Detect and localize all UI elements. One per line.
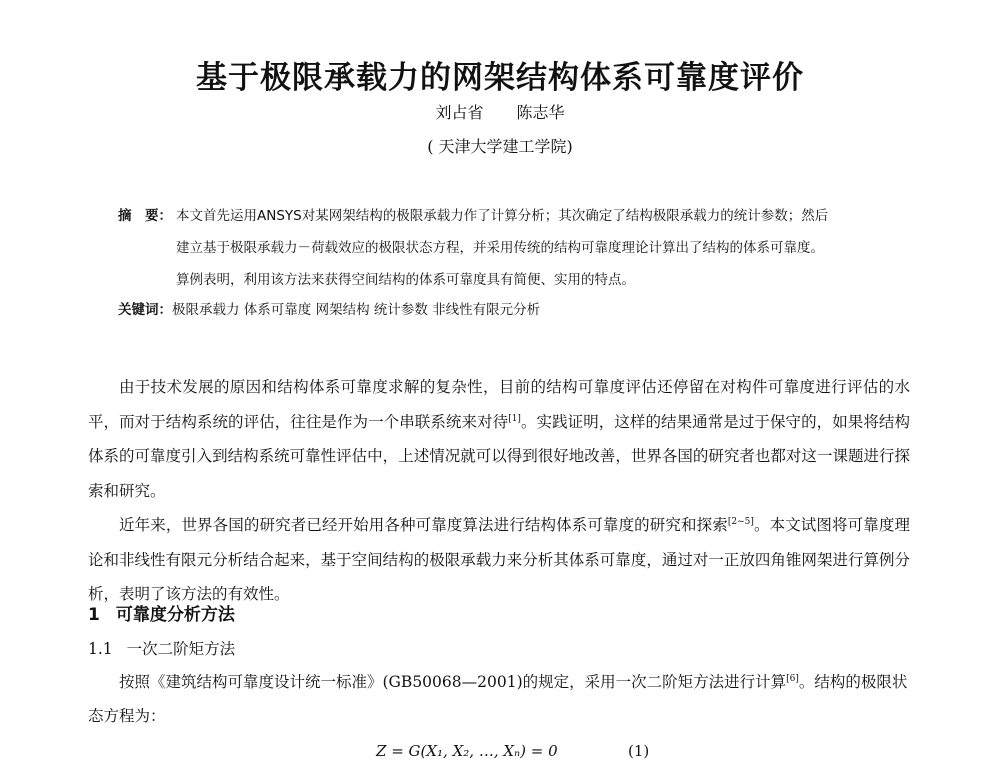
section-1-heading <box>88 600 235 625</box>
paper-title: 基于极限承载力的网架结构体系可靠度评价 <box>196 60 804 96</box>
citation-1: [1] <box>508 413 521 424</box>
keywords <box>118 298 918 318</box>
abstract-label: 摘 要： <box>118 208 172 224</box>
paragraph-1 <box>88 370 910 508</box>
keywords-label: 关键词： <box>118 302 172 318</box>
body-text <box>88 370 910 612</box>
section-1-1-title: 一次二阶矩方法 <box>126 640 236 658</box>
affiliation: ( 天津大学建工学院) <box>427 137 573 156</box>
equation-1-number: (1) <box>628 742 650 760</box>
section-1-number: 1 <box>88 605 100 625</box>
section-1-1-heading <box>88 637 235 659</box>
paragraph-2-text-b: 。本文试图将可靠度理论和非线性有限元分析结合起来，基于空间结构的极限承载力来分析其体系可靠度，通过对一正放四角锥网架进行算例分析，表明了该方法的有效性。 <box>88 516 910 603</box>
abstract-line-3: 算例表明，利用该方法来获得空间结构的体系可靠度具有简便、实用的特点。 <box>176 272 635 288</box>
section-1-title: 可靠度分析方法 <box>115 605 235 625</box>
abstract-line-1: 本文首先运用ANSYS对某网架结构的极限承载力作了计算分析；其次确定了结构极限承载力的统计参数；然后 <box>176 208 829 224</box>
abstract-line-2: 建立基于极限承载力－荷载效应的极限状态方程，并采用传统的结构可靠度理论计算出了结构的体系可靠度。 <box>176 240 824 256</box>
author-1: 刘占省 <box>435 103 484 122</box>
citation-6: [6] <box>786 673 799 684</box>
paragraph-3-text-a: 按照《建筑结构可靠度设计统一标准》(GB50068—2001)的规定，采用一次二阶矩方法进行计算 <box>119 673 787 691</box>
equation-1: Z = G(X₁, X₂, …, Xₙ) = 0 <box>376 742 558 760</box>
paragraph-3-text-b: 。结构的极限状态方程为： <box>88 673 908 725</box>
paragraph-2 <box>88 508 910 612</box>
keywords-text: 极限承载力 体系可靠度 网架结构 统计参数 非线性有限元分析 <box>172 302 541 318</box>
author-2: 陈志华 <box>516 103 565 122</box>
paragraph-3 <box>88 665 910 733</box>
paragraph-2-text-a: 近年来，世界各国的研究者已经开始用各种可靠度算法进行结构体系可靠度的研究和探索 <box>119 516 728 534</box>
abstract <box>118 200 918 296</box>
section-1-1-number: 1.1 <box>88 640 113 658</box>
citation-2: [2~5] <box>727 516 754 527</box>
paragraph-1-text-a: 由于技术发展的原因和结构体系可靠度求解的复杂性，目前的结构可靠度评估还停留在对构件可靠度进行评估的水平，而对于结构系统的评估，往往是作为一个串联系统来对待 <box>88 378 910 431</box>
authors <box>0 100 1000 123</box>
paragraph-1-text-b: 。实践证明，这样的结果通常是过于保守的，如果将结构体系的可靠度引入到结构系统可靠性评估中，上述情况就可以得到很好地改善，世界各国的研究者也都对这一课题进行探索和研究。 <box>88 412 910 500</box>
